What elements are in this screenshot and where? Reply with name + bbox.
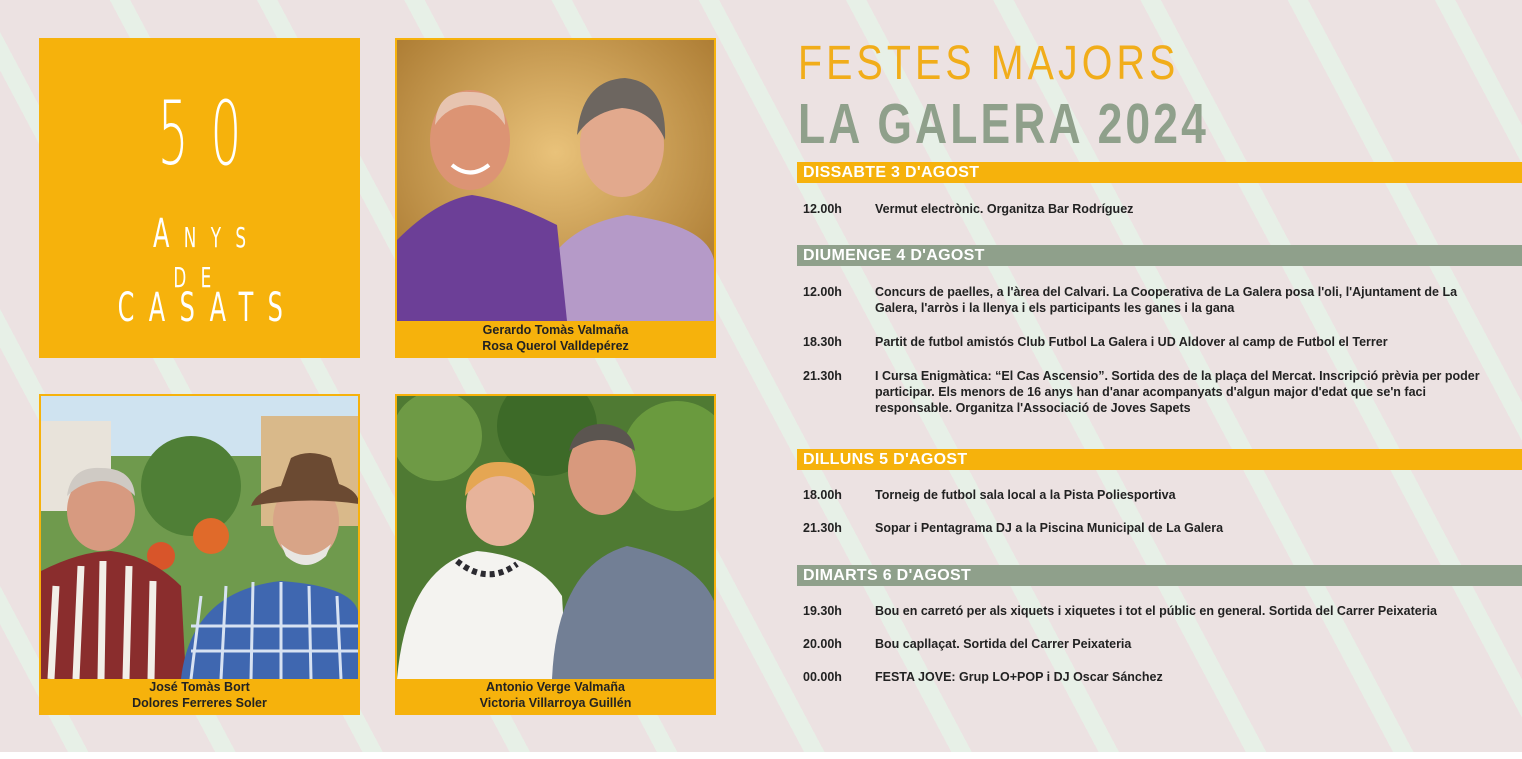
event-time: 21.30h <box>803 521 842 535</box>
event-time: 18.30h <box>803 335 842 349</box>
couple-name: Rosa Querol Valldepérez <box>482 339 629 353</box>
event-time: 19.30h <box>803 604 842 618</box>
couple-name: Antonio Verge Valmaña <box>486 680 625 694</box>
event-description: I Cursa Enigmàtica: “El Cas Ascensio”. Sortida des de la plaça del Mercat. Inscripció prèvia per poder participar. Els menors de 16 anys han d'anar acompanyats d'algun major d'edat que se'n faci responsable. Organitza l'Associació de Joves Sapets <box>875 369 1480 415</box>
event-description: Bou en carretó per als xiquets i xiquetes i tot el públic en general. Sortida del Carrer Peixateria <box>875 604 1437 618</box>
bottom-strip <box>0 752 1522 759</box>
event-description: FESTA JOVE: Grup LO+POP i DJ Oscar Sánchez <box>875 670 1163 684</box>
event-time: 00.00h <box>803 670 842 684</box>
event-time: 20.00h <box>803 637 842 651</box>
anniversary-title-box <box>39 38 360 358</box>
day-band-monday: DILLUNS 5 D'AGOST <box>797 449 1522 470</box>
event-description: Torneig de futbol sala local a la Pista Poliesportiva <box>875 488 1176 502</box>
couple-caption-3 <box>395 679 716 715</box>
anniversary-number: 50 <box>157 82 264 185</box>
event-description: Sopar i Pentagrama DJ a la Piscina Municipal de La Galera <box>875 521 1224 535</box>
program-title: FESTES MAJORS <box>798 37 1180 90</box>
event-time: 18.00h <box>803 488 842 502</box>
couple-name: Dolores Ferreres Soler <box>132 696 267 710</box>
event-time: 12.00h <box>803 285 842 299</box>
event-description: Concurs de paelles, a l'àrea del Calvari. La Cooperativa de La Galera posa l'oli, l'Ajuntament de La Galera, l'arròs i la llenya i els participants les ganes i la gana <box>875 285 1458 315</box>
couple-card-1 <box>395 38 716 358</box>
event-description: Partit de futbol amistós Club Futbol La Galera i UD Aldover al camp de Futbol el Terrer <box>875 335 1388 349</box>
event-description: Vermut electrònic. Organitza Bar Rodríguez <box>875 202 1134 216</box>
couple-name: José Tomàs Bort <box>149 680 250 694</box>
event-time: 12.00h <box>803 202 842 216</box>
couple-name: Gerardo Tomàs Valmaña <box>482 323 629 337</box>
day-band-sunday: DIUMENGE 4 D'AGOST <box>797 245 1522 266</box>
couple-card-3 <box>395 394 716 715</box>
couple-photo-2 <box>41 396 358 679</box>
event-description: Bou capllaçat. Sortida del Carrer Peixateria <box>875 637 1132 651</box>
couple-card-2 <box>39 394 360 715</box>
couple-name: Victoria Villarroya Guillén <box>479 696 632 710</box>
anniversary-line1: Anys de <box>152 211 261 297</box>
day-band-tuesday: DIMARTS 6 D'AGOST <box>797 565 1522 586</box>
event-time: 21.30h <box>803 369 842 383</box>
day-band-saturday: DISSABTE 3 D'AGOST <box>797 162 1522 183</box>
couple-caption-1 <box>395 322 716 358</box>
couple-photo-1 <box>397 40 714 321</box>
couple-photo-3 <box>397 396 714 679</box>
program-subtitle: LA GALERA 2024 <box>798 92 1209 156</box>
anniversary-line2: CASATS <box>117 285 298 331</box>
couple-caption-2 <box>39 679 360 715</box>
